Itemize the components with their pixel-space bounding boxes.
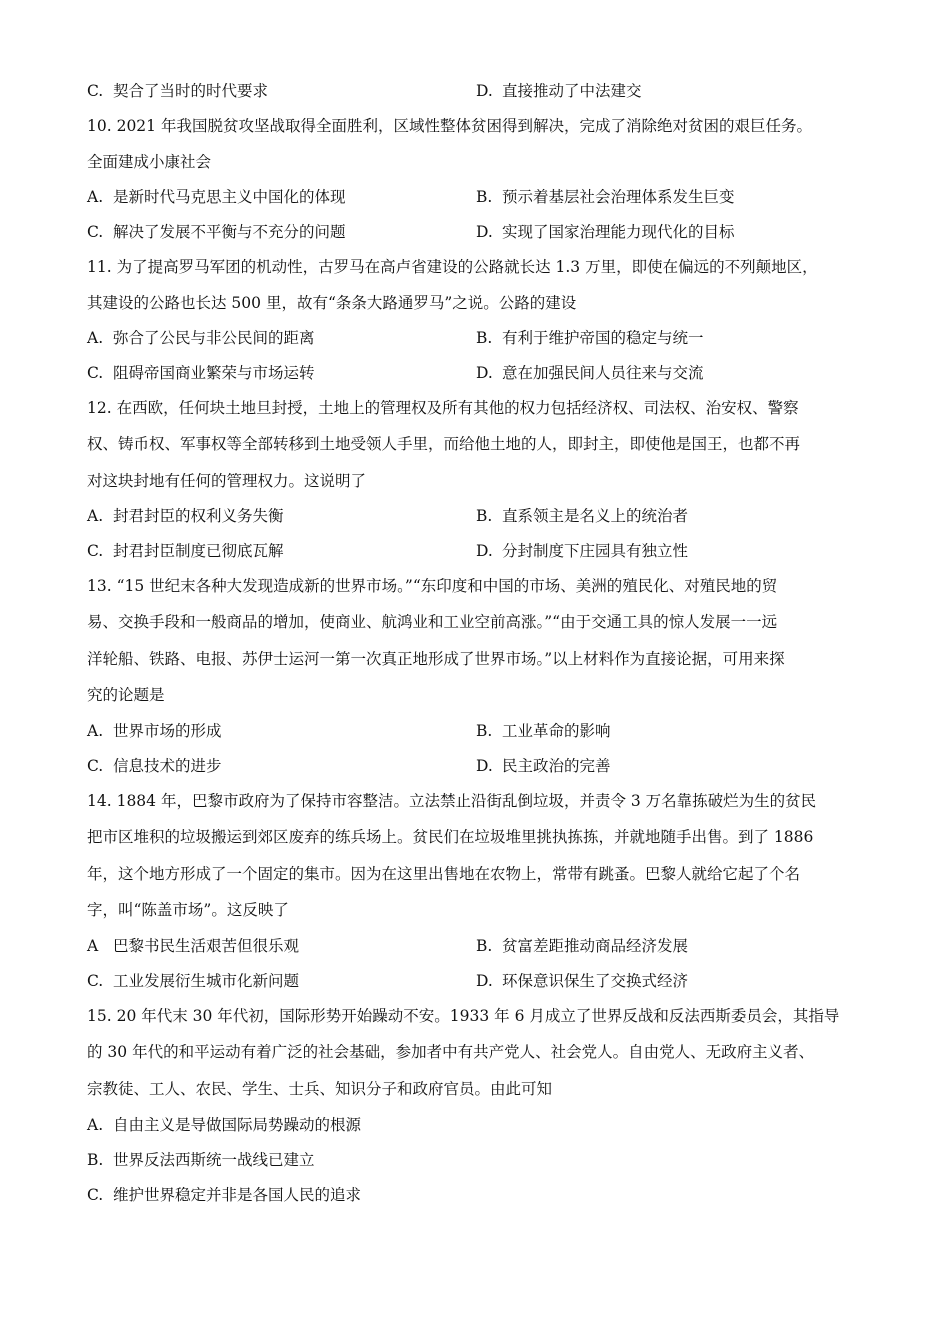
q15-stem-line: 宗教徒、工人、农民、学生、士兵、知识分子和政府官员。由此可知 bbox=[87, 1080, 553, 1098]
q10-option-row bbox=[87, 221, 877, 243]
q10-option-a: A. 是新时代马克思主义中国化的体现 bbox=[87, 188, 346, 206]
q11-option-d: D. 意在加强民间人员往来与交流 bbox=[476, 364, 704, 382]
q12-option-a: A. 封君封臣的权利义务失衡 bbox=[87, 507, 284, 525]
q13-option-row bbox=[87, 720, 877, 742]
q10-option-d: D. 实现了国家治理能力现代化的目标 bbox=[476, 223, 735, 241]
q9-option-row bbox=[87, 80, 877, 102]
q11-option-row bbox=[87, 327, 877, 349]
q11-option-c: C. 阻碍帝国商业繁荣与市场运转 bbox=[87, 364, 315, 382]
q15-stem-line: 的 30 年代的和平运动有着广泛的社会基础，参加者中有共产党人、社会党人。自由党人、无政府主义者、 bbox=[87, 1043, 815, 1061]
q11-stem-line: 其建设的公路也长达 500 里，故有“条条大路通罗马”之说。公路的建设 bbox=[87, 294, 577, 312]
q13-option-b: B. 工业革命的影响 bbox=[476, 722, 611, 740]
q12-option-c: C. 封君封臣制度已彻底瓦解 bbox=[87, 542, 284, 560]
q14-option-c: C. 工业发展衍生城市化新问题 bbox=[87, 972, 300, 990]
q11-option-a: A. 弥合了公民与非公民间的距离 bbox=[87, 329, 315, 347]
q13-option-row bbox=[87, 755, 877, 777]
q9-option-d: D. 直接推动了中法建交 bbox=[476, 82, 642, 100]
q15-option-a: A. 自由主义是导做国际局势躁动的根源 bbox=[87, 1116, 362, 1134]
q12-option-row bbox=[87, 540, 877, 562]
q14-stem-line: 年，这个地方形成了一个固定的集市。因为在这里出售地在农物上，常带有跳蚤。巴黎人就给它起了个名 bbox=[87, 865, 801, 883]
q13-option-a: A. 世界市场的形成 bbox=[87, 722, 222, 740]
q14-stem-line: 14. 1884 年，巴黎市政府为了保持市容整洁。立法禁止沿街乱倒垃圾，并责令 3 万名靠拣破烂为生的贫民 bbox=[87, 792, 817, 810]
q11-option-row bbox=[87, 362, 877, 384]
q14-stem-line: 把市区堆积的垃圾搬运到郊区废弃的练兵场上。贫民们在垃圾堆里挑执拣拣，并就地随手出售。到了 1886 bbox=[87, 828, 814, 846]
q13-option-c: C. 信息技术的进步 bbox=[87, 757, 222, 775]
q11-stem-line: 11. 为了提高罗马军团的机动性，古罗马在高卢省建设的公路就长达 1.3 万里，即使在偏远的不列颠地区， bbox=[87, 258, 818, 276]
q12-option-d: D. 分封制度下庄园具有独立性 bbox=[476, 542, 689, 560]
q13-option-d: D. 民主政治的完善 bbox=[476, 757, 611, 775]
q15-option-c: C. 维护世界稳定并非是各国人民的追求 bbox=[87, 1186, 362, 1204]
q15-option-b: B. 世界反法西斯统一战线已建立 bbox=[87, 1151, 315, 1169]
q12-option-b: B. 直系领主是名义上的统治者 bbox=[476, 507, 689, 525]
q10-option-row bbox=[87, 186, 877, 208]
q13-stem-line: 究的论题是 bbox=[87, 686, 165, 704]
q14-option-row bbox=[87, 935, 877, 957]
q13-stem-line: 洋轮船、铁路、电报、苏伊士运河一第一次真正地形成了世界市场。”以上材料作为直接论据，可用来探 bbox=[87, 650, 785, 668]
q12-stem-line: 对这块封地有任何的管理权力。这说明了 bbox=[87, 472, 367, 490]
q15-stem-line: 15. 20 年代末 30 年代初，国际形势开始躁动不安。1933 年 6 月成立了世界反战和反法西斯委员会，其指导 bbox=[87, 1007, 840, 1025]
q11-option-b: B. 有利于维护帝国的稳定与统一 bbox=[476, 329, 704, 347]
q10-stem-line: 10. 2021 年我国脱贫攻坚战取得全面胜利，区域性整体贫困得到解决，完成了消除绝对贫困的艰巨任务。 bbox=[87, 117, 812, 135]
q12-stem-line: 权、铸币权、军事权等全部转移到土地受领人手里，而给他土地的人，即封主，即使他是国王，也都不再 bbox=[87, 435, 801, 453]
q12-stem-line: 12. 在西欧，任何块土地旦封授，土地上的管理权及所有其他的权力包括经济权、司法权、治安权、警察 bbox=[87, 399, 799, 417]
q14-option-d: D. 环保意识保生了交换式经济 bbox=[476, 972, 689, 990]
q14-option-row bbox=[87, 970, 877, 992]
q12-option-row bbox=[87, 505, 877, 527]
q14-option-b: B. 贫富差距推动商品经济发展 bbox=[476, 937, 689, 955]
q9-option-c: C. 契合了当时的时代要求 bbox=[87, 82, 269, 100]
q13-stem-line: 13. “15 世纪末各种大发现造成新的世界市场。”“东印度和中国的市场、美洲的殖民化、对殖民地的贸 bbox=[87, 577, 778, 595]
q10-stem-line: 全面建成小康社会 bbox=[87, 153, 212, 171]
q13-stem-line: 易、交换手段和一般商品的增加，使商业、航鸿业和工业空前高涨。”“由于交通工具的惊人发展一一远 bbox=[87, 613, 778, 631]
q10-option-c: C. 解决了发展不平衡与不充分的问题 bbox=[87, 223, 346, 241]
q14-stem-line: 字，叫“陈盖市场”。这反映了 bbox=[87, 901, 289, 919]
q14-option-a: A 巴黎书民生活艰苦但很乐观 bbox=[87, 937, 300, 955]
q10-option-b: B. 预示着基层社会治理体系发生巨变 bbox=[476, 188, 735, 206]
